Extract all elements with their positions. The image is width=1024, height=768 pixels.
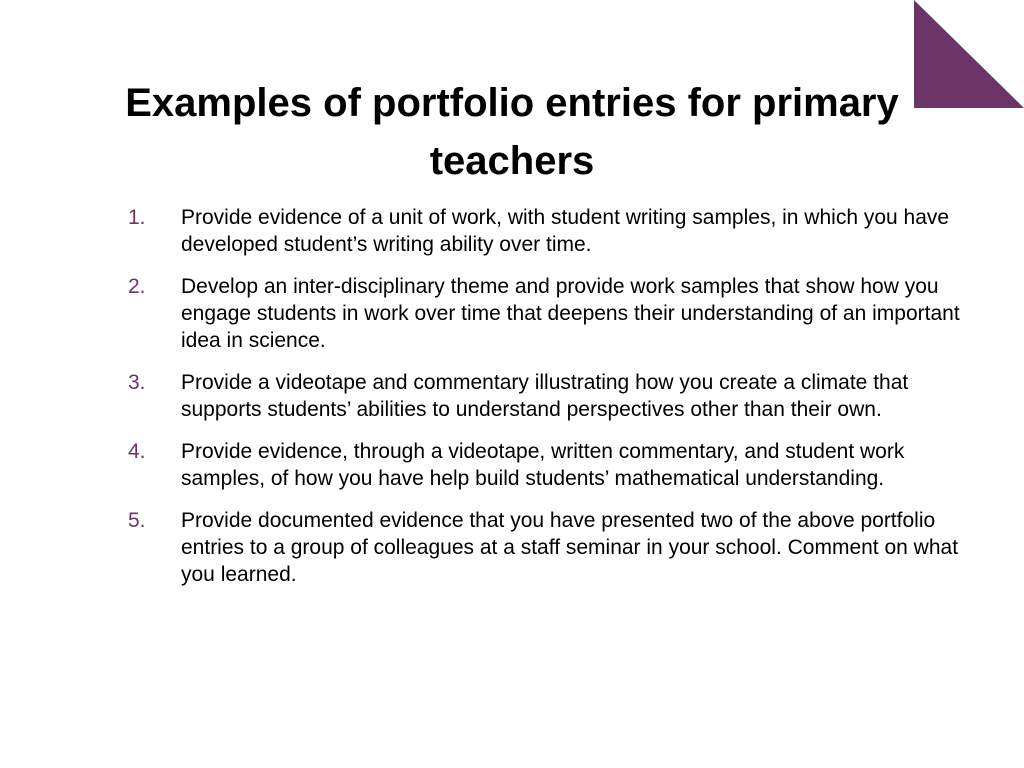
list-item-number: 1. (128, 206, 146, 229)
list-item (128, 204, 988, 258)
list-item-number: 4. (128, 440, 146, 463)
list-item (128, 507, 988, 588)
list-item-number: 2. (128, 275, 146, 298)
list-item-text: Provide a videotape and commentary illustrating how you create a climate that supports students’ abilities to understand perspectives other than their own. (181, 371, 909, 421)
list-item-number: 5. (128, 509, 146, 532)
list-item-text: Provide evidence of a unit of work, with student writing samples, in which you have developed student’s writing ability over time. (181, 206, 950, 256)
list-item-text: Provide evidence, through a videotape, written commentary, and student work samples, of how you have help build students’ mathematical understanding. (181, 440, 905, 490)
list-item (128, 273, 988, 354)
portfolio-entries-list (128, 204, 988, 603)
list-item-text: Develop an inter-disciplinary theme and provide work samples that show how you engage students in work over time that deepens their understanding of an important idea in science. (181, 275, 960, 352)
slide-title: Examples of portfolio entries for primary teachers (125, 81, 899, 183)
list-item (128, 438, 988, 492)
list-item (128, 369, 988, 423)
list-item-number: 3. (128, 371, 146, 394)
list-item-text: Provide documented evidence that you have presented two of the above portfolio entries to a group of colleagues at a staff seminar in your school. Comment on what you learned. (181, 509, 959, 586)
